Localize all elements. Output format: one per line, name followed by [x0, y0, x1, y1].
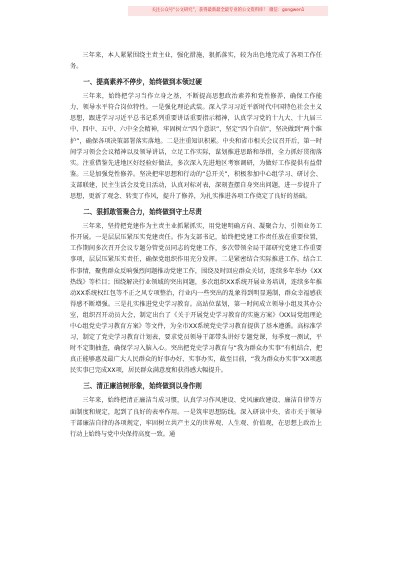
section-1-paragraph: 三年来，始终把学习当作立身之基，不断提高思想政治素养和党性修养，确保工作能力、领导水平符合岗位特性。一是强化理论武装。深入学习习近平新时代中国特色社会主义思想，跟进学习习近平总书记系列重要讲话重要指示精神，认真学习党的十九大、十九届三中、四中、五中、六中全会精神，牢固树立“四个意识”，坚定“四个自信”，坚决做到“两个维护”，确保各项决策部署落实落地。二是注重知识积累。中央和省市相关会议召开后，第一时间学习领会会议精神以及领导讲话，立足工作实际，谋划推进思路和举措，全力抓好贯彻落实。注重借鉴先进地区好经验好做法，多次深入先进地区考察调研，为做好工作提供有益借鉴。三是加强党性修养。坚决把牢思想和行动的“总开关”，积极参加中心组学习、研讨会、支部联建，民主生活会及党日活动，认真对标对表，深刻查摆自身突出问题，进一步提升了思想，更新了观念、转变了作风，提升了修养，为扎实推进各项工作奠定了良好的基础。 — [70, 93, 322, 201]
intro-paragraph: 三年来，本人紧紧围绕主责主业，强化措施，狠抓落实，较为出色地完成了各项工作任务。 — [70, 52, 322, 71]
section-3-heading: 三、清正廉洁树形象，始终做到以身作则 — [83, 382, 202, 391]
section-2-paragraph: 三年来，坚持把党建作为主责主业抓紧抓实，用党建明确方向、凝聚合力、引领业务工作开展。一是层层压紧压实党建责任。作为支部书记，始终把党建工作责任放在重要位置，工作期间多次召开会议专题分管党员同志的党建工作，多次带领全局干部研究党建工作重要事项，层层压紧压实责任，确保党组织作用充分发挥。二是紧密结合实际推进工作。结合工作事情，聚焦群众反响强烈问题推动党建工作，围绕及时回应群众关切，连续多年举办《XX热线》等栏目；围绕解决行业领域的突出问题，多次组织XX系统开展业务培训，连续多年推动XX系统权红包等不正之风专项整治，行业内一些突出的乱象得到明显遏制，群众幸福感获得感不断增强。三是扎实推进党史学习教育。高站位谋划，第一时间成立领导小组及其办公室，组织召开动员大会，制定出台了《关于开展党史学习教育的实施方案》《XX局党组理论中心组党史学习教育方案》等文件，为全市XX系统党史学习教育提供了基本遵循。高标准学习，制定了党史学习教育计划表，要求党员领导干部带头讲好专题党课，每季度一测试，平时不定期抽查，确保学习入脑入心。突出把党史学习教育与“我为群众办实事”有机结合，把真正能够惠及最广大人民群众的好事办好、实事办实，截至目前，“我为群众办实事”XX项惠民实事已完成XX项，居民群众满意度和获得感大幅提升。 — [70, 223, 322, 375]
section-1-heading: 一、提高素养不停步，始终做到本领过硬 — [83, 78, 202, 87]
document-body — [70, 50, 322, 440]
section-3-paragraph: 三年来，始终把清正廉洁当成习惯，认真学习作风建设、党风廉政建设、廉洁自律等方面制度和规定，起到了良好的表率作用。一是筑牢思想防线。深入研读中央、省市关于领导干部廉洁自律的各项规定，牢固树立共产主义的世界观、人生观、价值观，在思想上政治上行动上始终与党中央保持高度一致。通 — [70, 397, 322, 438]
promo-banner: 关注公众号“公文研究”，获得最新最全最专业的公文资料库！ 微信：gongwen1 — [128, 6, 328, 16]
section-2-heading: 二、狠抓敢管聚合力，始终做到守土尽责 — [83, 208, 202, 217]
